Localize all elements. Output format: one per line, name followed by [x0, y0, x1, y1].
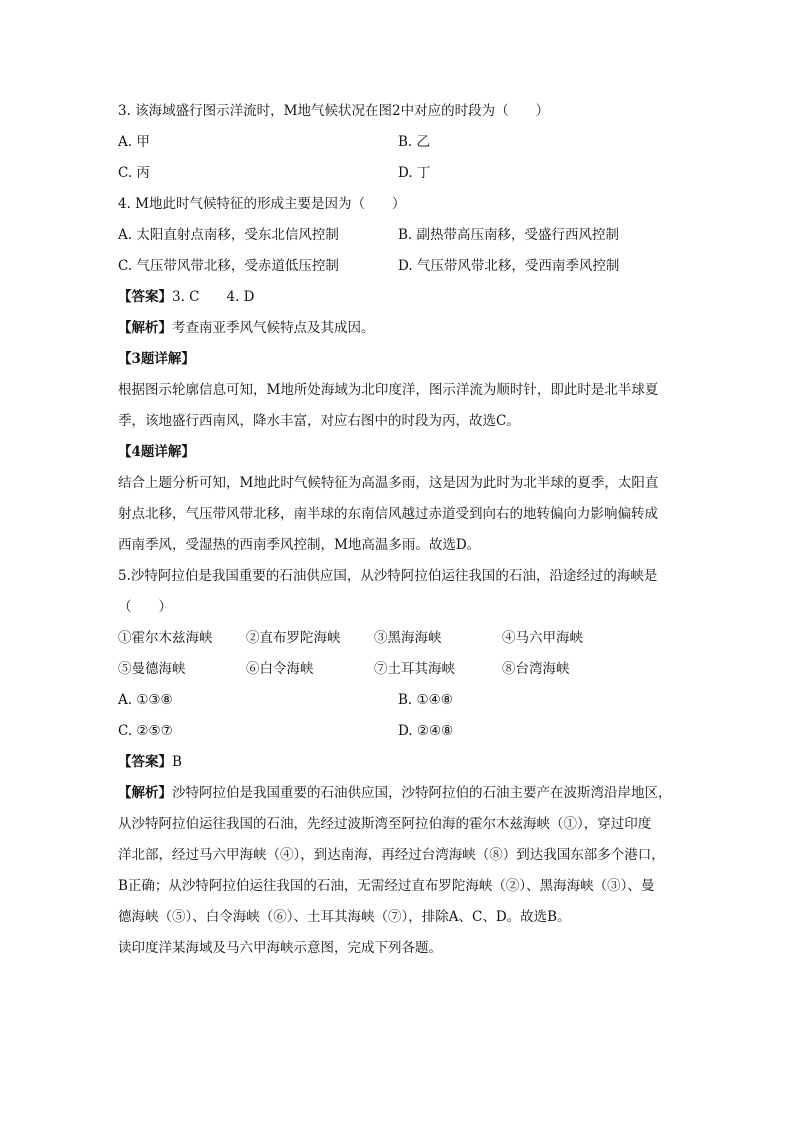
- answer-tag: 【答案】: [118, 754, 172, 770]
- answer-text: 3. C 4. D: [172, 289, 255, 305]
- option-b: B. ①④⑧: [398, 692, 453, 708]
- option-c: C. ②⑤⑦: [118, 723, 173, 739]
- option-c: C. 气压带风带北移，受赤道低压控制: [118, 258, 339, 274]
- option-a: A. ①③⑧: [118, 692, 173, 708]
- question-4-options-row-2: [118, 251, 678, 282]
- analysis-5-line: 洋北部，经过马六甲海峡（④），到达南海，再经过台湾海峡（⑧）到达我国东部多个港口，: [118, 847, 665, 863]
- question-3-stem: 3. 该海域盛行图示洋流时，M地气候状况在图2中对应的时段为（ ）: [118, 103, 550, 119]
- option-a: A. 太阳直射点南移，受东北信风控制: [118, 227, 339, 243]
- question-5-stem-bracket: （ ）: [118, 599, 172, 615]
- option-c: C. 丙: [118, 165, 150, 181]
- option-d: D. 气压带风带北移，受西南季风控制: [398, 258, 620, 274]
- question-4-options-row-1: [118, 220, 678, 251]
- question-3-options-row-2: [118, 158, 678, 189]
- detail-3-line: 季，该地盛行西南风，降水丰富，对应右图中的时段为丙，故选C。: [118, 413, 520, 429]
- analysis-5: [118, 778, 678, 809]
- strait-item: ③黑海海峡: [374, 630, 442, 646]
- question-5-options-row-1: [118, 685, 678, 716]
- detail-4-line: 射点北移，气压带风带北移，南半球的东南信风越过赤道受到向右的地转偏向力影响偏转成: [118, 506, 658, 522]
- strait-item: ⑧台湾海峡: [502, 661, 570, 677]
- detail-4-heading: 【4题详解】: [118, 444, 195, 460]
- question-5-options-row-2: [118, 716, 678, 747]
- option-b: B. 乙: [398, 134, 431, 150]
- strait-item: ①霍尔木兹海峡: [118, 630, 213, 646]
- analysis-tag: 【解析】: [118, 320, 172, 336]
- analysis-5-line: 德海峡（⑤）、白令海峡（⑥）、土耳其海峡（⑦），排除A、C、D。故选B。: [118, 909, 571, 925]
- strait-item: ④马六甲海峡: [502, 630, 583, 646]
- detail-4-line: 西南季风，受湿热的西南季风控制，M地高温多雨。故选D。: [118, 537, 481, 553]
- detail-4-line: 结合上题分析可知，M地此时气候特征为高温多雨，这是因为此时为北半球的夏季，太阳直: [118, 475, 659, 491]
- question-3-options-row-1: [118, 127, 678, 158]
- analysis-5-line: 从沙特阿拉伯运往我国的石油，先经过波斯湾至阿拉伯海的霍尔木兹海峡（①），穿过印度: [118, 816, 652, 832]
- next-section-intro: 读印度洋某海域及马六甲海峡示意图，完成下列各题。: [118, 940, 442, 956]
- answer-3-4: [118, 282, 678, 313]
- option-d: D. 丁: [398, 165, 431, 181]
- strait-list-row-1: [118, 623, 678, 654]
- detail-3-line: 根据图示轮廓信息可知，M地所处海域为北印度洋，图示洋流为顺时针，即此时是北半球夏: [118, 382, 659, 398]
- question-4-stem: 4. M地此时气候特征的形成主要是因为（ ）: [118, 196, 406, 212]
- document-page: [118, 96, 678, 964]
- answer-5: [118, 747, 678, 778]
- strait-item: ⑦土耳其海峡: [374, 661, 455, 677]
- analysis-text: 沙特阿拉伯是我国重要的石油供应国，沙特阿拉伯的石油主要产在波斯湾沿岸地区，: [172, 785, 672, 801]
- question-5-stem: 5.沙特阿拉伯是我国重要的石油供应国，从沙特阿拉伯运往我国的石油，沿途经过的海峡是: [118, 568, 658, 584]
- strait-item: ⑤曼德海峡: [118, 661, 186, 677]
- answer-text: B: [172, 754, 182, 770]
- analysis-5-line: B正确；从沙特阿拉伯运往我国的石油，无需经过直布罗陀海峡（②）、黑海海峡（③）、曼: [118, 878, 655, 894]
- strait-item: ②直布罗陀海峡: [246, 630, 341, 646]
- answer-tag: 【答案】: [118, 289, 172, 305]
- analysis-text: 考查南亚季风气候特点及其成因。: [172, 320, 375, 336]
- strait-list-row-2: [118, 654, 678, 685]
- analysis-tag: 【解析】: [118, 785, 172, 801]
- option-d: D. ②④⑧: [398, 723, 454, 739]
- strait-item: ⑥白令海峡: [246, 661, 314, 677]
- option-b: B. 副热带高压南移，受盛行西风控制: [398, 227, 620, 243]
- option-a: A. 甲: [118, 134, 150, 150]
- detail-3-heading: 【3题详解】: [118, 351, 195, 367]
- analysis-3-4: [118, 313, 678, 344]
